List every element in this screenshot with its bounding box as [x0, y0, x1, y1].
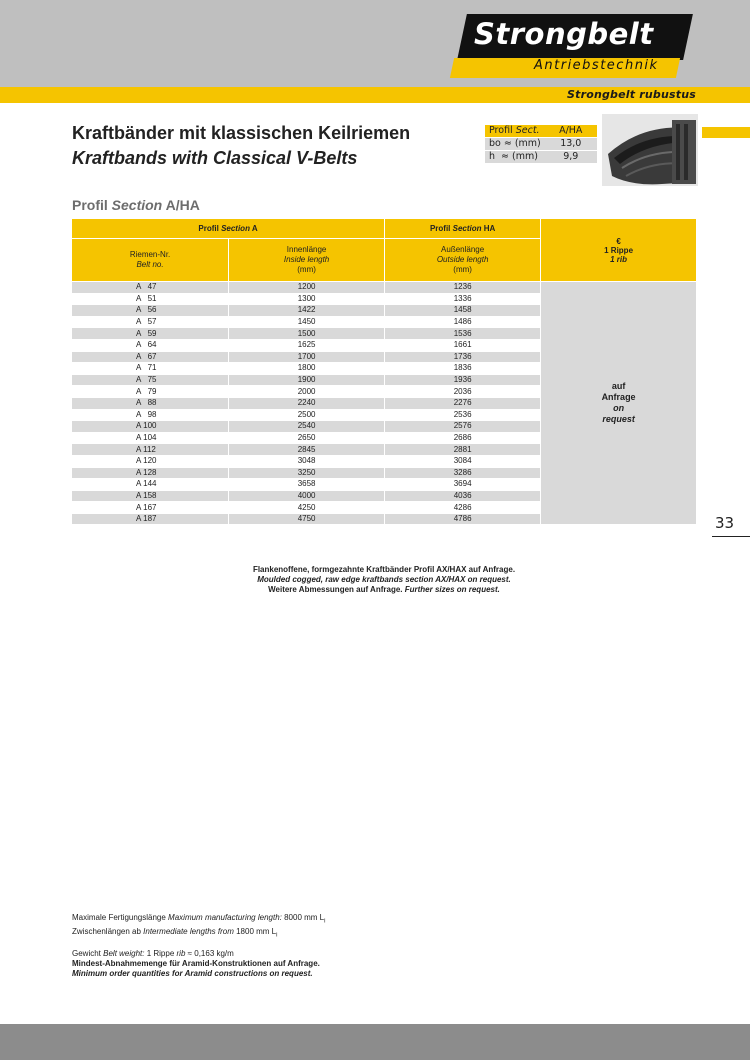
spec-header-value: A/HA	[545, 125, 597, 138]
inside-length-cell: 4250	[229, 502, 385, 514]
inside-length-cell: 1625	[229, 339, 385, 351]
outside-length-cell: 1236	[385, 282, 541, 294]
spec-header-label: Profil Sect.	[485, 125, 545, 138]
note-minimum-order-en: Minimum order quantities for Aramid constructions on request.	[72, 969, 313, 979]
page-title-en: Kraftbands with Classical V-Belts	[72, 148, 358, 168]
note-weight: Gewicht Belt weight: 1 Rippe rib ≈ 0,163 kg/m	[72, 949, 234, 959]
outside-length-cell: 1661	[385, 339, 541, 351]
inside-length-cell: 1800	[229, 363, 385, 375]
belt-no-cell: A 112	[72, 444, 229, 456]
price-header: € 1 Rippe 1 rib	[541, 219, 696, 282]
note-minimum-order: Mindest-Abnahmemenge für Aramid-Konstruktionen auf Anfrage.	[72, 959, 320, 969]
note-max-length: Maximale Fertigungslänge Maximum manufacturing length: 8000 mm $L_i$	[72, 913, 326, 925]
belt-no-cell: A 51	[72, 293, 229, 305]
page-number: 33	[715, 514, 735, 532]
inside-length-header: Innenlänge Inside length (mm)	[229, 239, 385, 282]
inside-length-cell: 3048	[229, 455, 385, 467]
belt-no-cell: A 144	[72, 479, 229, 491]
belt-no-cell: A 120	[72, 455, 229, 467]
belt-table	[72, 219, 696, 524]
belt-no-cell: A 75	[72, 374, 229, 386]
side-tab	[702, 127, 750, 138]
outside-length-cell: 2276	[385, 397, 541, 409]
outside-length-cell: 3286	[385, 467, 541, 479]
inside-length-cell: 1300	[229, 293, 385, 305]
outside-length-cell: 2576	[385, 421, 541, 433]
outside-length-cell: 1736	[385, 351, 541, 363]
price-on-request-cell: auf Anfrage on request	[541, 282, 696, 525]
group-header-a: Profil Section A	[72, 219, 385, 239]
table-body	[72, 282, 696, 525]
outside-length-cell: 3084	[385, 455, 541, 467]
outside-length-cell: 1336	[385, 293, 541, 305]
spec-value: 9,9	[545, 151, 597, 164]
outside-length-header: Außenlänge Outside length (mm)	[385, 239, 541, 282]
belt-no-cell: A 47	[72, 282, 229, 294]
inside-length-cell: 4750	[229, 513, 385, 524]
outside-length-cell: 4786	[385, 513, 541, 524]
outside-length-cell: 1458	[385, 305, 541, 317]
belt-no-cell: A 59	[72, 328, 229, 340]
belt-no-cell: A 98	[72, 409, 229, 421]
table-row	[72, 282, 696, 294]
spec-label: h ≈ (mm)	[485, 151, 545, 164]
outside-length-cell: 2536	[385, 409, 541, 421]
belt-no-cell: A 158	[72, 490, 229, 502]
inside-length-cell: 1900	[229, 374, 385, 386]
outside-length-cell: 2036	[385, 386, 541, 398]
belt-photo	[602, 114, 698, 186]
belt-no-cell: A 100	[72, 421, 229, 433]
inside-length-cell: 1500	[229, 328, 385, 340]
belt-no-cell: A 67	[72, 351, 229, 363]
page-number-rule	[712, 536, 750, 537]
footnote: Flankenoffene, formgezahnte Kraftbänder Profil AX/HAX auf Anfrage. Moulded cogged, raw edge kraftbands section AX/HAX on request. Weitere Abmessungen auf Anfrage. Further sizes on request.	[252, 565, 516, 594]
inside-length-cell: 2650	[229, 432, 385, 444]
group-header-ha: Profil Section HA	[385, 219, 541, 239]
belt-no-cell: A 79	[72, 386, 229, 398]
belt-no-cell: A 187	[72, 513, 229, 524]
belt-no-cell: A 71	[72, 363, 229, 375]
brand-logo	[452, 14, 688, 78]
inside-length-cell: 1422	[229, 305, 385, 317]
inside-length-cell: 3658	[229, 479, 385, 491]
inside-length-cell: 1700	[229, 351, 385, 363]
inside-length-cell: 2500	[229, 409, 385, 421]
logo-sub-text: Antriebstechnik	[534, 58, 659, 73]
inside-length-cell: 2540	[229, 421, 385, 433]
inside-length-cell: 4000	[229, 490, 385, 502]
inside-length-cell: 3250	[229, 467, 385, 479]
outside-length-cell: 2686	[385, 432, 541, 444]
outside-length-cell: 4286	[385, 502, 541, 514]
belt-no-cell: A 57	[72, 316, 229, 328]
page-title-de: Kraftbänder mit klassischen Keilriemen	[72, 123, 411, 143]
spec-table	[485, 125, 597, 163]
belt-no-cell: A 128	[72, 467, 229, 479]
footer-band	[0, 1024, 750, 1060]
outside-length-cell: 3694	[385, 479, 541, 491]
outside-length-cell: 1536	[385, 328, 541, 340]
belt-no-cell: A 88	[72, 397, 229, 409]
inside-length-cell: 2845	[229, 444, 385, 456]
inside-length-cell: 2000	[229, 386, 385, 398]
belt-no-cell: A 56	[72, 305, 229, 317]
outside-length-cell: 1836	[385, 363, 541, 375]
inside-length-cell: 1200	[229, 282, 385, 294]
outside-length-cell: 2881	[385, 444, 541, 456]
outside-length-cell: 1936	[385, 374, 541, 386]
belt-no-cell: A 167	[72, 502, 229, 514]
section-heading: Profil Section A/HA	[72, 197, 200, 213]
inside-length-cell: 2240	[229, 397, 385, 409]
inside-length-cell: 1450	[229, 316, 385, 328]
outside-length-cell: 1486	[385, 316, 541, 328]
note-intermediate: Zwischenlängen ab Intermediate lengths from 1800 mm $L_i$	[72, 926, 278, 939]
logo-brand-text: Strongbelt	[474, 17, 654, 51]
outside-length-cell: 4036	[385, 490, 541, 502]
spec-value: 13,0	[545, 138, 597, 151]
belt-no-cell: A 104	[72, 432, 229, 444]
belt-no-cell: A 64	[72, 339, 229, 351]
spec-label: bo ≈ (mm)	[485, 138, 545, 151]
notes	[72, 913, 325, 979]
belt-no-header: Riemen-Nr. Belt no.	[72, 239, 229, 282]
product-line: Strongbelt rubustus	[566, 88, 696, 101]
